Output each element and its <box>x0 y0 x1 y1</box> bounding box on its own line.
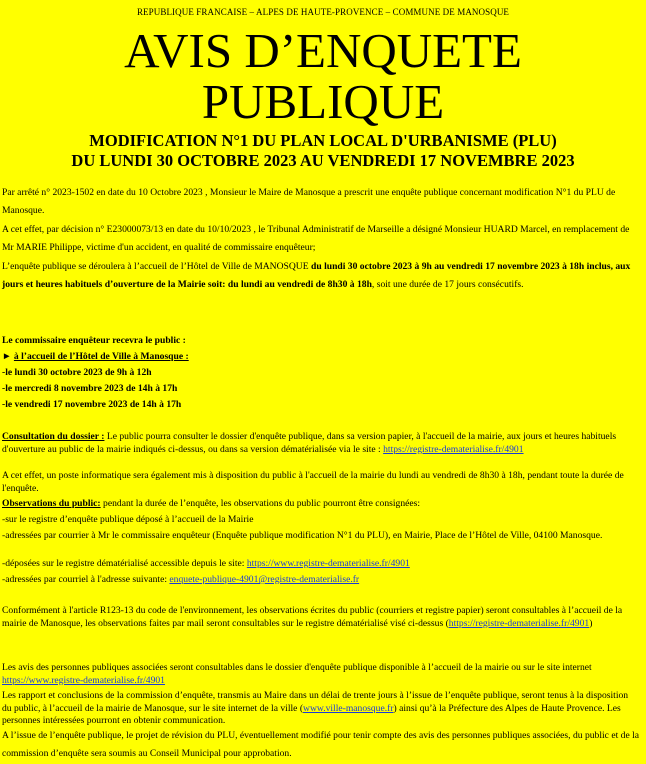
issue-paragraph: A l’issue de l’enquête publique, le projet de révision du PLU, éventuellement modifié pour tenir compte des avis des personnes publiques associées, du public et de la commission d’enquête sera soumis au Conseil Municipal pour approbation. <box>2 730 640 759</box>
registre-dematerialise-link[interactable]: https://www.registre-dematerialise.fr/4901 <box>246 558 410 569</box>
email-link[interactable]: enquete-publique-4901@registre-dematerialise.fr <box>169 574 360 585</box>
consultation-paragraph: Consultation du dossier : Le public pourra consulter le dossier d'enquête publique, dans sa version papier, à l'accueil de la mairie, aux jours et heures habituels d'ouverture au public de la mairie indiqués ci-dessus, ou dans sa version dématérialisée via le site : https://registre-dematerialise.fr/4901 <box>2 431 617 455</box>
republic-header: REPUBLIQUE FRANCAISE – ALPES DE HAUTE-PROVENCE – COMMUNE DE MANOSQUE <box>136 7 510 17</box>
rapport-paragraph: Les rapport et conclusions de la commission d’enquête, transmis au Maire dans un délai de trente jours à l’issue de l’enquête publique, seront tenus à la disposition du public, à l’accueil de la mairie de Manosque, sur le site internet de la ville (www.ville-manosque.fr) ainsi qu’à la Préfecture des Alpes de Haute Provence. Les personnes intéressées pourront en obtenir communication. <box>2 690 629 727</box>
registre-link[interactable]: https://registre-dematerialise.fr/4901 <box>383 443 524 455</box>
permanences-heading: Le commissaire enquêteur recevra le public : <box>2 335 186 346</box>
intro-deroulement: L’enquête publique se déroulera à l’accueil de l’Hôtel de Ville de MANOSQUE du lundi 30 octobre 2023 à 9h au vendredi 17 novembre 2023 à 18h inclus, aux jours et heures habituels d’ouverture de la Mairie soit: du lundi au vendredi de 8h30 à 18h, soit une durée de 17 jours consécutifs. <box>2 261 631 290</box>
arrow-icon: ► <box>2 351 12 362</box>
observations-heading: Observations du public: pendant la durée de l’enquête, les observations du public pourront être consignées: <box>2 498 421 509</box>
permanence-date-2: -le mercredi 8 novembre 2023 de 14h à 17h <box>2 383 178 394</box>
poste-informatique: A cet effet, un poste informatique sera également mis à disposition du public à l'accueil de la mairie du lundi au vendredi de 8h30 à 18h, pendant toute la durée de l'enquête. <box>2 470 624 494</box>
intro-decision: A cet effet, par décision n° E23000073/13 en date du 10/10/2023 , le Tribunal Administratif de Marseille a désigné Monsieur HUARD Marcel, en remplacement de Mr MARIE Philippe, victime d'un accident, en qualité de commissaire enquêteur; <box>2 224 630 253</box>
observation-registre: -sur le registre d’enquête publique déposé à l’accueil de la Mairie <box>2 514 254 525</box>
article-registre-link[interactable]: https://registre-dematerialise.fr/4901 <box>448 617 590 629</box>
permanence-date-3: -le vendredi 17 novembre 2023 de 14h à 17h <box>2 399 182 410</box>
observation-courriel: -adressées par courriel à l'adresse suivante: enquete-publique-4901@registre-dematerialise.fr <box>2 574 360 585</box>
article-paragraph: Conformément à l'article R123-13 du code de l'environnement, les observations écrites du public (courriers et registre papier) seront consultables à l’accueil de la mairie de Manosque, les observations faites par mail seront consultables sur le registre dématérialisé visé ci-dessus (https://registre-dematerialise.fr/4901) <box>2 605 623 629</box>
avis-registre-link[interactable]: https://www.registre-dematerialise.fr/4901 <box>2 674 165 686</box>
permanences-place: ► à l’accueil de l’Hôtel de Ville à Manosque : <box>2 351 189 362</box>
observation-courrier: -adressées par courrier à Mr le commissaire enquêteur (Enquête publique modification N°1 du PLU), en Mairie, Place de l’Hôtel de Ville, 04100 Manosque. <box>2 530 603 541</box>
title-line-2: PUBLIQUE <box>201 74 445 129</box>
ville-manosque-link[interactable]: www.ville-manosque.fr <box>303 702 394 714</box>
avis-paragraph: Les avis des personnes publiques associées seront consultables dans le dossier d'enquête publique disponible à l’accueil de la mairie ou sur le site internet https://www.registre-dematerialise.fr/4901 <box>2 662 592 686</box>
observation-dematerialise: -déposées sur le registre dématérialisé accessible depuis le site: https://www.registre-dematerialise.fr/4901 <box>2 558 410 569</box>
title-line-1: AVIS D’ENQUETE <box>124 23 522 78</box>
subtitle-dates: DU LUNDI 30 OCTOBRE 2023 AU VENDREDI 17 NOVEMBRE 2023 <box>71 151 575 170</box>
subtitle-plu: MODIFICATION N°1 DU PLAN LOCAL D'URBANISME (PLU) <box>89 131 557 150</box>
permanence-date-1: -le lundi 30 octobre 2023 de 9h à 12h <box>2 367 152 378</box>
intro-arrete: Par arrêté n° 2023-1502 en date du 10 Octobre 2023 , Monsieur le Maire de Manosque a prescrit une enquête publique concernant modification N°1 du PLU de Manosque. <box>2 187 616 216</box>
